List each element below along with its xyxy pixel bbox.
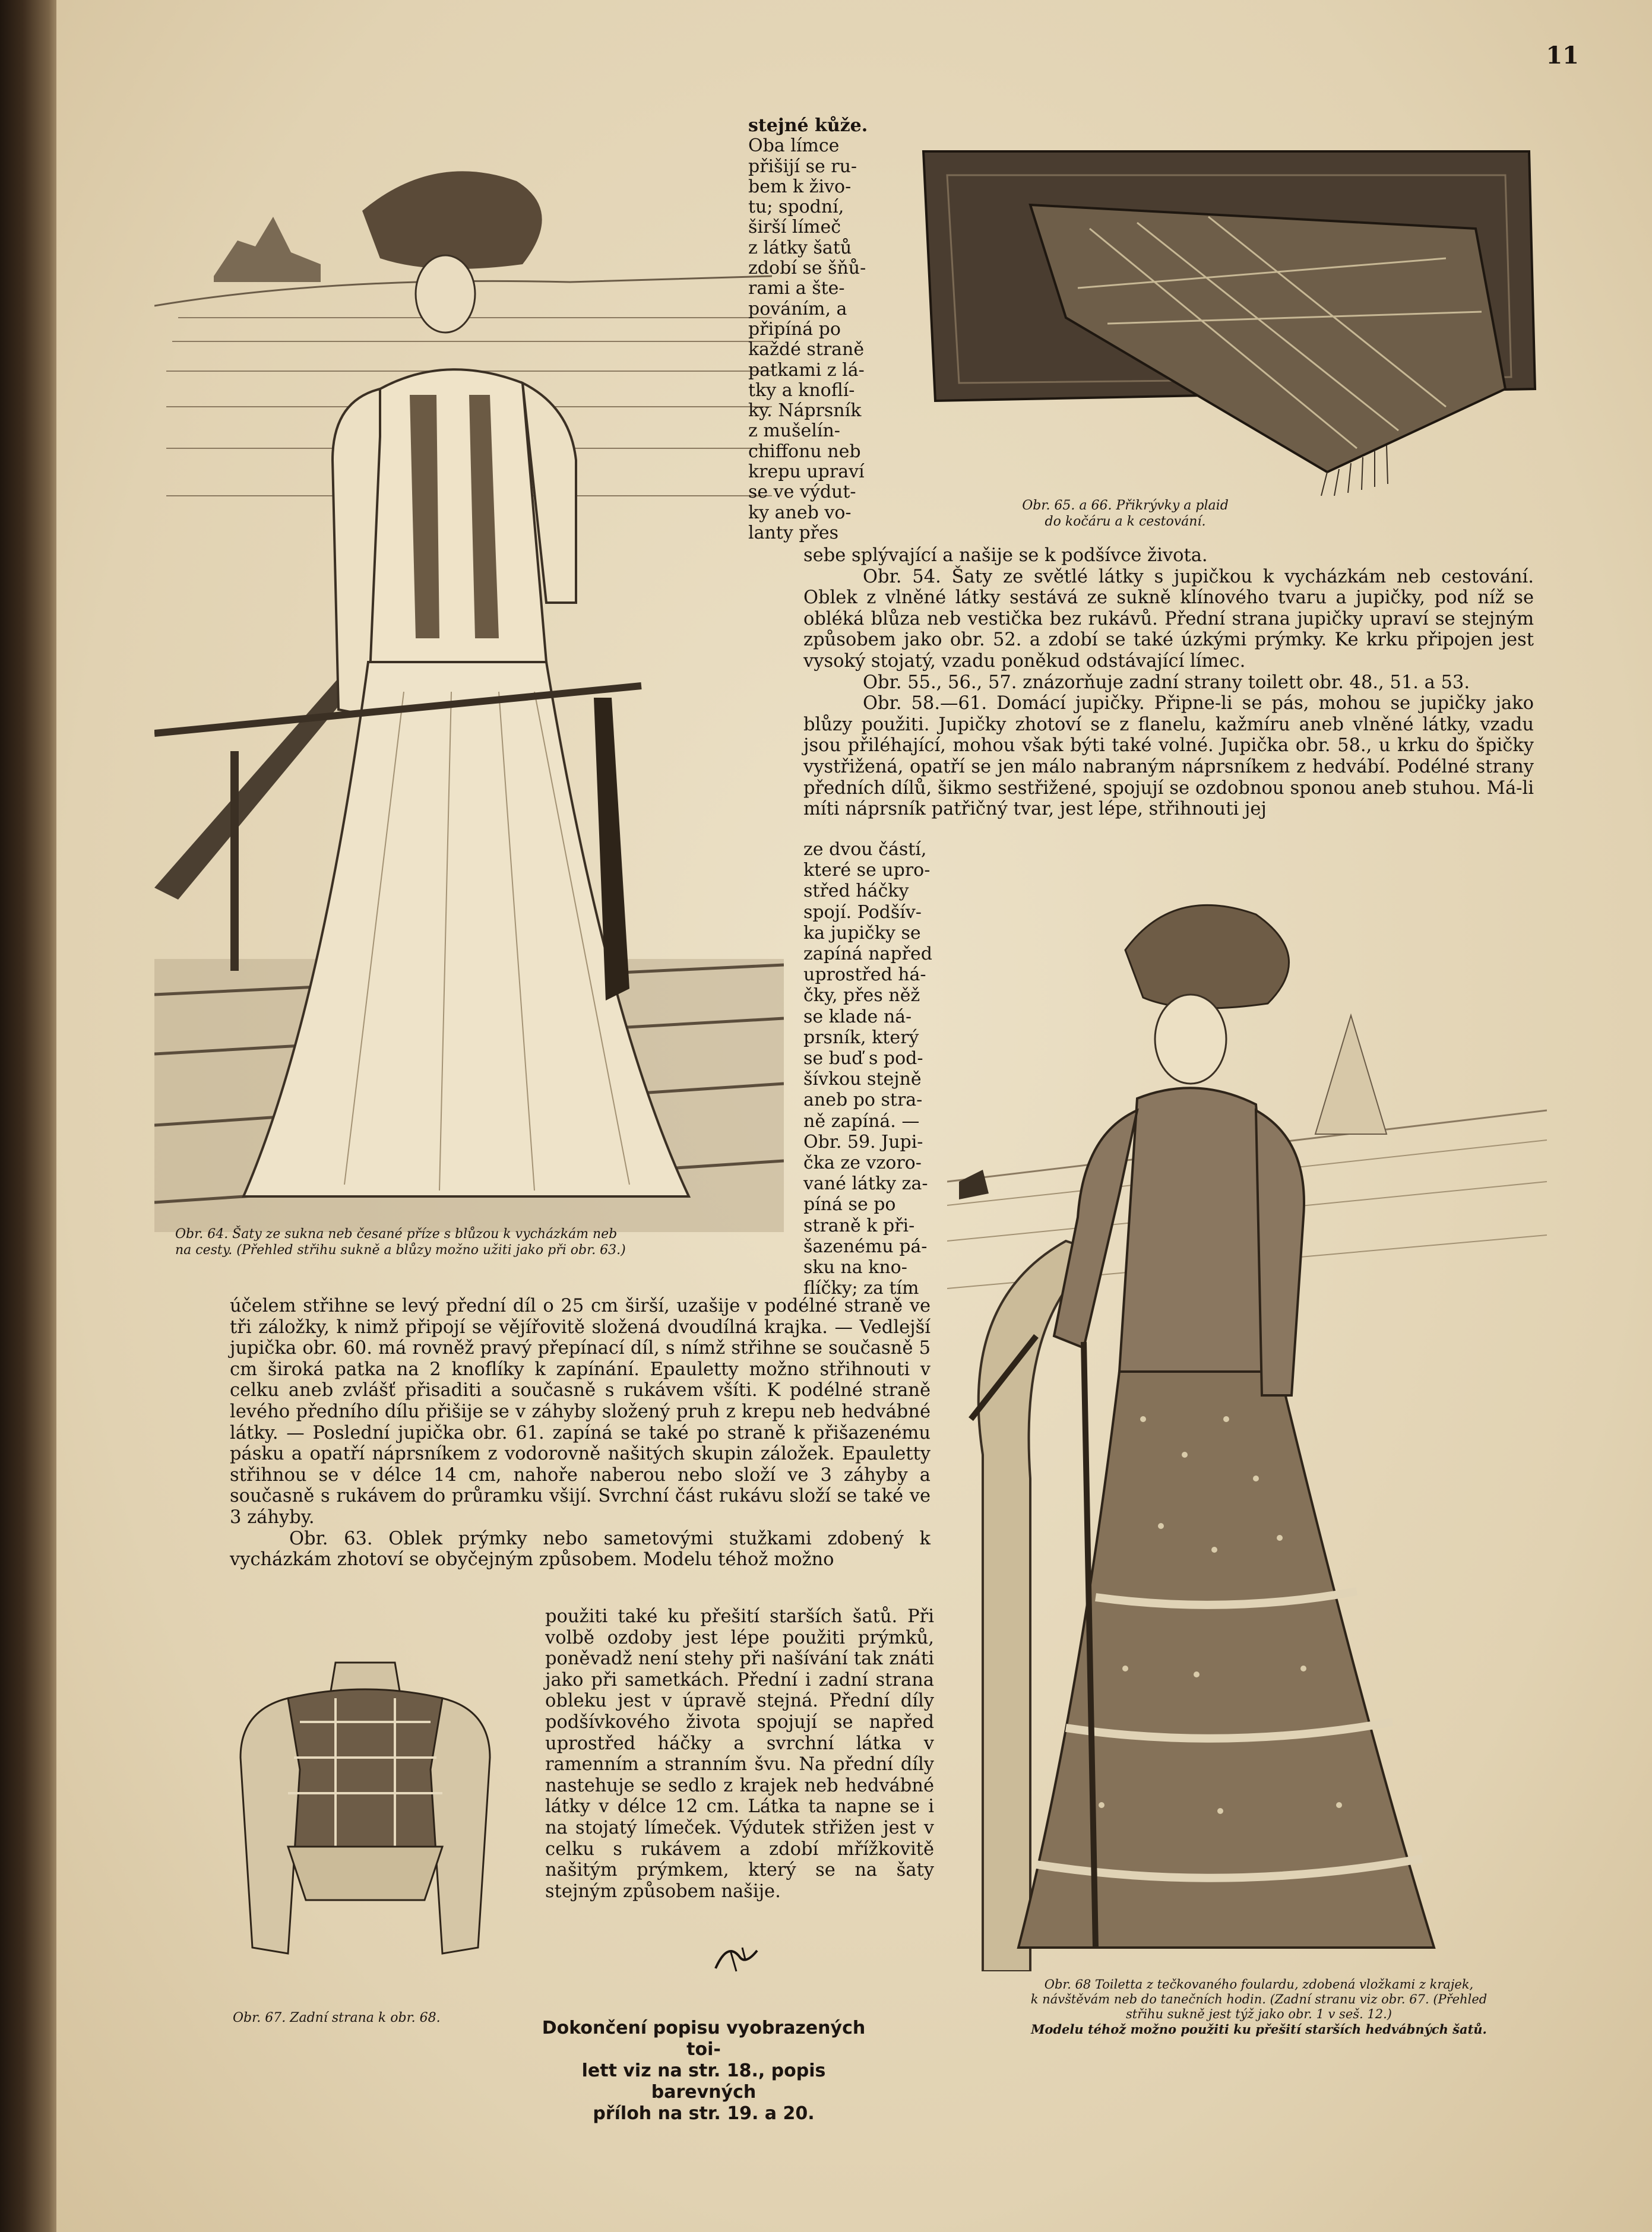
caption-line: Obr. 68 Toiletta z tečkovaného foulardu, zdobená vložkami z krajek,: [1044, 1977, 1474, 1992]
figure-68-illustration: [947, 885, 1547, 1971]
text-line: krepu upraví: [748, 461, 865, 483]
text-line: bem k živo-: [748, 176, 852, 197]
narrow-column-1: [748, 116, 888, 543]
text-line: střed háčky: [803, 881, 909, 902]
text-line: píná se po: [803, 1194, 896, 1215]
text-line: tky a knoflí-: [748, 379, 855, 401]
text-line: zdobí se šňů-: [748, 258, 866, 279]
note-line: Dokončení popisu vyobrazených toi-: [542, 2018, 866, 2060]
text-line: ky aneb vo-: [748, 502, 852, 523]
caption-line: střihu sukně jest týž jako obr. 1 v seš. 12.): [1126, 2007, 1392, 2021]
text-line: přišijí se ru-: [748, 156, 857, 177]
caption-line: Obr. 65. a 66. Přikrývky a plaid: [1022, 498, 1229, 513]
narrow-column-2: [803, 839, 934, 1299]
text-line: prsník, který: [803, 1027, 919, 1048]
paragraph-obr-54: Obr. 54. Šaty ze světlé látky s jupičkou k vycházkám neb cestování. Oblek z vlněné látky sestává ze sukně klínového tvaru a jupičky, pod níž se obléká blůza neb vestička bez rukávů. Přední strana jupičky upraví se stejným způsobem jako obr. 52. a zdobí se také úzkými prýmky. Ke krku připojen jest vysoký stojatý, vzadu poněkud odstávající límec.: [803, 566, 1534, 672]
paragraph-obr-63: Obr. 63. Oblek prýmky nebo sametovými stužkami zdobený k vycházkám zhotoví se obyčejným způsobem. Modelu téhož možno: [230, 1528, 931, 1571]
text-line: pováním, a: [748, 298, 847, 319]
text-line: se ve výdut-: [748, 482, 856, 503]
caption-line: k návštěvám neb do tanečních hodin. (Zadní stranu viz obr. 67. (Přehled: [1030, 1992, 1488, 2006]
caption-figure-67: [233, 2010, 506, 2026]
text-line: ka jupičky se: [803, 922, 921, 944]
text-line: sku na kno-: [803, 1257, 907, 1278]
text-line: připíná po: [748, 318, 841, 340]
text-line: uprostřed há-: [803, 964, 926, 986]
figure-65-66-illustration: [912, 140, 1547, 496]
text-line: čka ze vzoro-: [803, 1153, 922, 1174]
lower-column-text: [545, 1606, 934, 1902]
text-line: straně k při-: [803, 1215, 915, 1236]
caption-line: Obr. 64. Šaty ze sukna neb česané příze s blůzou k vycházkám neb: [175, 1227, 618, 1242]
text-line: lanty přes: [748, 522, 839, 543]
text-line: čky, přes něž: [803, 985, 920, 1006]
upper-right-text: [803, 545, 1534, 820]
paragraph: sebe splývající a našije se k podšívce života.: [803, 545, 1208, 566]
book-binding-shadow: [0, 0, 65, 2232]
paragraph: použiti také ku přešití starších šatů. Při volbě ozdoby jest lépe použiti prýmků, poněvadž není stehy při našívání tak znáti jako při sametkách. Přední i zadní strana obleku jest v úpravě stejná. Přední díly podšívkového života spojují se napřed uprostřed háčky a svrchní látka v ramenním a stranním švu. Na přední díly nastehuje se sedlo z krajek neb hedvábné látky v délce 12 cm. Látka ta napne se i na stojatý límeček. Výdutek střižen jest v celku s rukávem a zdobí mřížkovitě našitým prýmkem, který se na šaty stejným způsobem našije.: [545, 1606, 934, 1902]
paragraph: účelem střihne se levý přední díl o 25 cm širší, uzašije v podélné straně ve tři záložky, k nimž připojí se vějířovitě složená dvoudílná krajka. — Vedlejší jupička obr. 60. má rovněž pravý přepínací díl, s nímž střihne se současně 5 cm široká patka na 2 knoflíky k zapínání. Epauletty možno střihnouti v celku aneb zvlášť přisaditi a současně s rukávem všíti. K podélné straně levého předního dílu přišije se v záhyby složený pruh z krepu neb hedvábné látky. — Poslední jupička obr. 61. zapíná se také po straně k přišazenému pásku a opatří náprsníkem z vodorovně našitých skupin záložek. Epauletty střihnou se v délce 14 cm, nahoře naberou nebo složí ve 3 záhyby a současně s rukávem do průramku všijí. Svrchní část rukávu složí se také ve 3 záhyby.: [230, 1296, 931, 1528]
text-line: Obr. 59. Jupi-: [803, 1131, 923, 1153]
text-line: aneb po stra-: [803, 1090, 923, 1111]
page-number: 11: [1546, 42, 1579, 69]
text-line: ně zapíná. —: [803, 1110, 920, 1132]
text-line: zapíná napřed: [803, 944, 932, 965]
text-line: spojí. Podšív-: [803, 901, 922, 923]
text-line: tu; spodní,: [748, 197, 844, 218]
text-line: šazenému pá-: [803, 1236, 928, 1257]
magazine-page: [56, 0, 1652, 2232]
text-line: chiffonu neb: [748, 441, 861, 462]
caption-line: Obr. 67. Zadní strana k obr. 68.: [233, 2011, 441, 2025]
text-line: ky. Náprsník: [748, 400, 862, 422]
caption-line: na cesty. (Přehled střihu sukně a blůzy možno užiti jako při obr. 63.): [175, 1243, 626, 1258]
figure-64-illustration: [154, 128, 784, 1232]
caption-figure-65-66: [959, 498, 1292, 530]
text-line: z mušelín-: [748, 420, 840, 442]
paragraph-obr-55-57: Obr. 55., 56., 57. znázorňuje zadní strany toilett obr. 48., 51. a 53.: [863, 672, 1470, 693]
caption-figure-68: [959, 1977, 1559, 2037]
text-line: stejné kůže.: [748, 115, 868, 136]
caption-figure-64: [175, 1226, 781, 1258]
text-line: každé straně: [748, 339, 865, 360]
ornament-flourish-icon: [710, 1939, 763, 1977]
text-line: z látky šatů: [748, 237, 852, 258]
text-line: šívkou stejně: [803, 1069, 922, 1090]
text-line: Oba límce: [748, 135, 840, 157]
paragraph-obr-58-61: Obr. 58.—61. Domácí jupičky. Připne-li se pás, mohou se jupičky jako blůzy použiti. Jupičky zhotoví se z flanelu, kažmíru aneb vlněné látky, vzadu jsou přiléhající, mohou však býti také volné. Jupička obr. 58., u krku do špičky vystřižená, opatří se jen málo nabraným náprsníkem z hedvábí. Podélné strany předních dílů, šikmo sestřižené, spojují se ozdobnou sponou aneb stuhou. Má-li míti náprsník patřičný tvar, jest lépe, střihnouti jej: [803, 693, 1534, 820]
continuation-note: [537, 2018, 870, 2125]
text-line: vané látky za-: [803, 1173, 928, 1195]
text-line: patkami z lá-: [748, 359, 865, 381]
text-line: se buď s pod-: [803, 1048, 923, 1069]
text-line: které se upro-: [803, 860, 931, 881]
text-line: ze dvou částí,: [803, 839, 927, 860]
middle-left-text: [230, 1296, 931, 1571]
caption-line: do kočáru a k cestování.: [1045, 514, 1206, 529]
caption-line: Modelu téhož možno použiti ku přešití starších hedvábných šatů.: [1031, 2022, 1487, 2037]
text-line: širší límeč: [748, 217, 841, 238]
figure-67-illustration: [229, 1651, 502, 1971]
note-line: příloh na str. 19. a 20.: [593, 2103, 815, 2124]
text-line: se klade ná-: [803, 1006, 912, 1027]
text-line: rami a šte-: [748, 278, 845, 299]
text-line: flíčky; za tím: [803, 1278, 919, 1299]
note-line: lett viz na str. 18., popis barevných: [581, 2060, 826, 2103]
